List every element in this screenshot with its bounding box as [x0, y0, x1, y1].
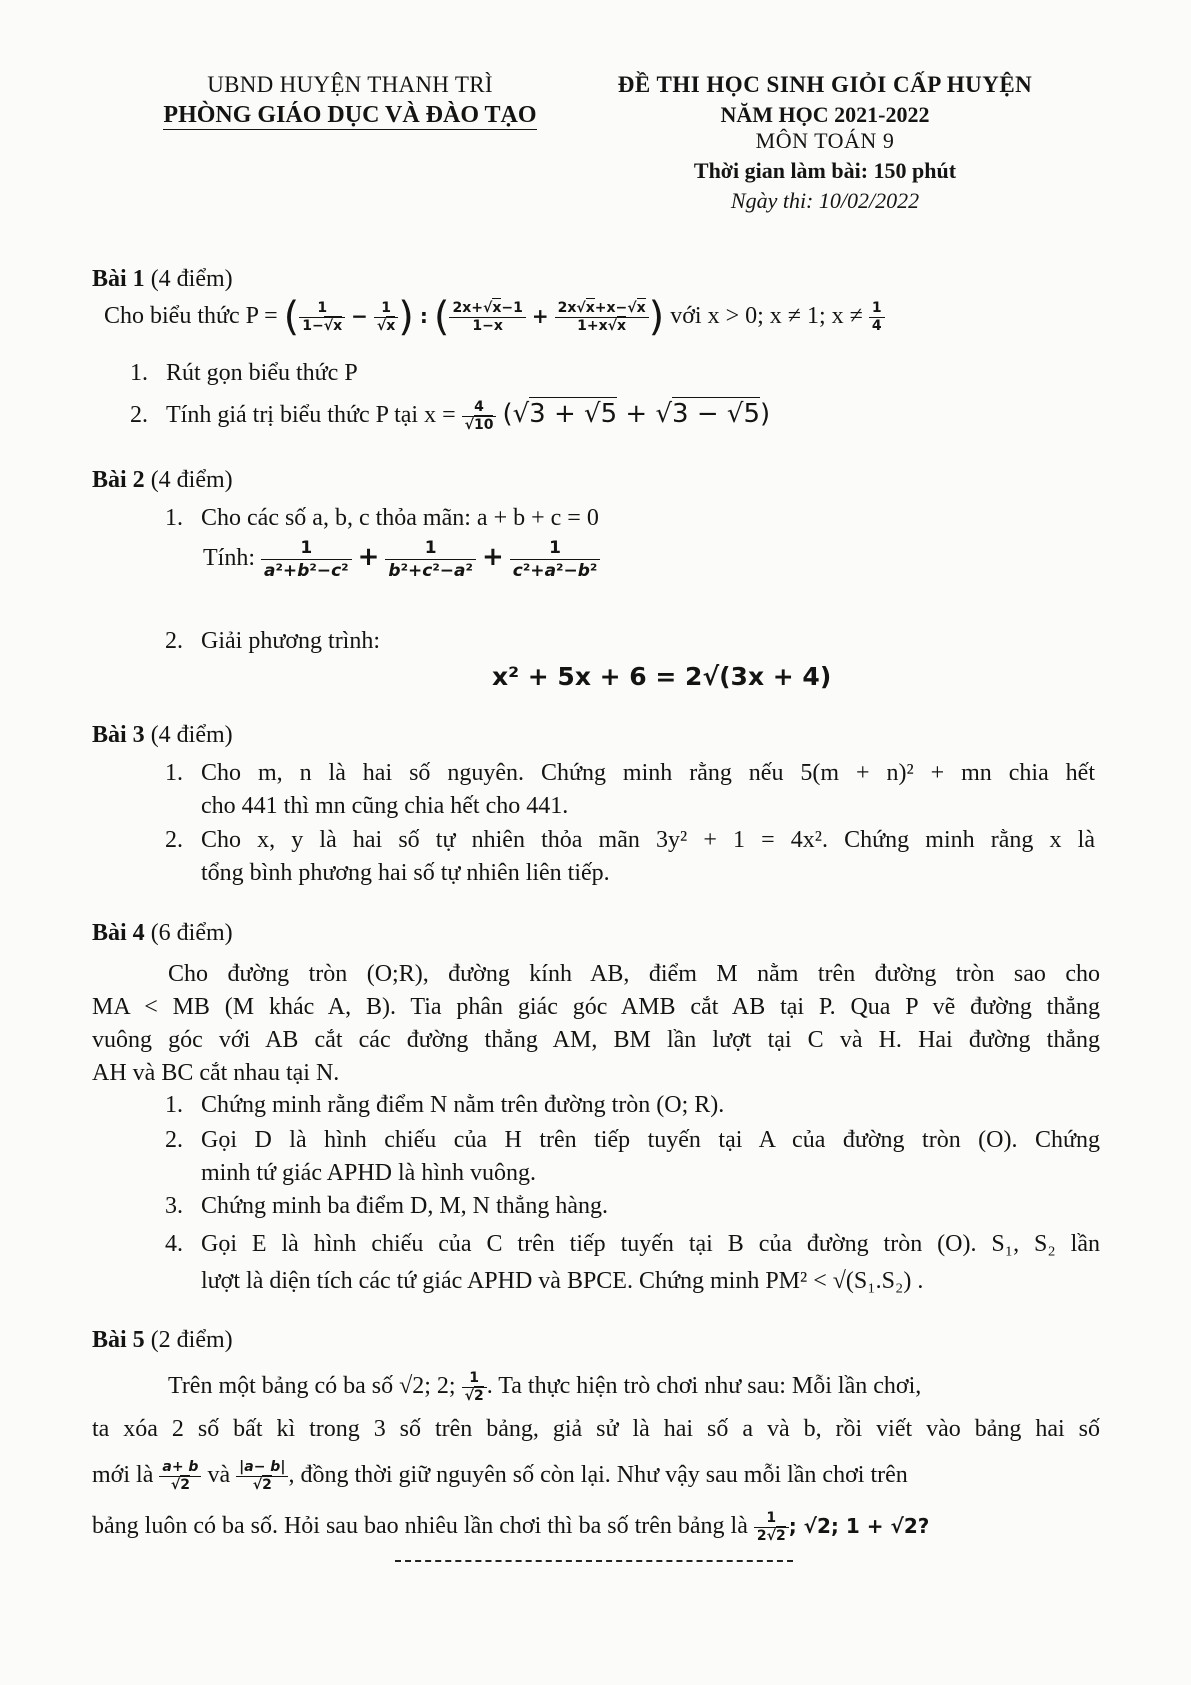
bai4-item3: 3. Chứng minh ba điểm D, M, N thẳng hàng. — [165, 1193, 608, 1219]
bai4-item2: 2. Gọi D là hình chiếu của H trên tiếp tuyến tại A của đường tròn (O). Chứng minh tứ giác APHD là hình vuông. — [165, 1124, 1100, 1190]
bai4-item2-line2: minh tứ giác APHD là hình vuông. — [201, 1160, 536, 1186]
bai4-item2-line1: Gọi D là hình chiếu của H trên tiếp tuyến tại A của đường tròn (O). Chứng — [201, 1127, 1100, 1153]
bai5-l4a: bảng luôn có ba số. Hỏi sau bao nhiêu lần chơi thì ba số trên bảng là — [92, 1513, 748, 1539]
bai4-line1: Cho đường tròn (O;R), đường kính AB, điểm M nằm trên đường tròn sao cho — [168, 961, 1100, 987]
frac-1-sqrt2: $\frac{1}{√2}$ — [462, 1370, 487, 1405]
bai2-item1-text: Cho các số a, b, c thỏa mãn: a + b + c = 0 — [201, 505, 599, 531]
frac-abc-1: $\frac{1}{\text{a²+b²−c²}}$ — [261, 537, 352, 582]
exam-date: Ngày thi: 10/02/2022 — [730, 188, 920, 213]
department-name: UBND HUYỆN THANH TRÌ — [207, 72, 493, 97]
bai4-item4-line1: Gọi E là hình chiếu của C trên tiếp tuyến tại B của đường tròn (O). S₁, S₂ lần — [201, 1231, 1100, 1257]
bai4-line3: vuông góc với AB cắt các đường thẳng AM, BM lần lượt tại C và H. Hai đường thẳng — [92, 1027, 1100, 1053]
bai1-item2-text: Tính giá trị biểu thức P tại x = — [166, 402, 456, 428]
bai4-line2: MA < MB (M khác A, B). Tia phân giác góc AMB cắt AB tại P. Qua P vẽ đường thẳng — [92, 994, 1100, 1020]
bai4-item1-text: Chứng minh rằng điểm N nằm trên đường tròn (O; R). — [201, 1092, 725, 1118]
frac-2: $\frac{1}{√x}$ — [374, 300, 398, 335]
bai3-title: Bài 3 — [92, 722, 145, 748]
subject: MÔN TOÁN 9 — [755, 128, 895, 153]
bai2-item1: 1. Cho các số a, b, c thỏa mãn: a + b + c = 0 — [165, 505, 599, 531]
bai2-equation: x² + 5x + 6 = 2√(3x + 4) — [492, 662, 832, 691]
bai5-points: (2 điểm) — [150, 1327, 233, 1353]
bai2-item2-text: Giải phương trình: — [201, 628, 381, 654]
bai4-item3-text: Chứng minh ba điểm D, M, N thẳng hàng. — [201, 1193, 608, 1219]
frac-1: $\frac{1}{1-√x}$ — [299, 300, 345, 335]
bai2-heading — [92, 467, 233, 494]
time-limit: Thời gian làm bài: 150 phút — [693, 158, 957, 183]
frac-abc-2: $\frac{1}{\text{b²+c²−a²}}$ — [385, 537, 476, 582]
bai3-item1-line1: Cho m, n là hai số nguyên. Chứng minh rằng nếu 5(m + n)² + mn chia hết — [201, 760, 1095, 786]
frac-abc-3: $\frac{1}{\text{c²+a²−b²}}$ — [510, 537, 601, 582]
frac-a-plus-b: $\frac{a+ b}{√2}$ — [159, 1459, 201, 1494]
bai4-heading — [92, 920, 233, 947]
bai3-points: (4 điểm) — [150, 722, 233, 748]
bai2-calc: Tính: $\frac{1}{\text{a²+b²−c²}}$ + $\frac{1}{\text{b²+c²−a²}}$ + $\frac{1}{\text{c²+a²−b²}}$ — [203, 537, 600, 582]
bai5-l4b: ; √2; 1 + √2? — [788, 1514, 930, 1538]
bai5-line4 — [92, 1501, 1100, 1551]
end-separator — [395, 1560, 793, 1562]
bai1-intro: Cho biểu thức P = — [104, 303, 278, 330]
bai1-item1: 1. Rút gọn biểu thức P — [130, 360, 358, 386]
bai2-item2: 2. Giải phương trình: — [165, 628, 381, 654]
bai4-item4-line2: lượt là diện tích các tứ giác APHD và BPCE. Chứng minh PM² < √(S₁.S₂) . — [201, 1268, 924, 1294]
bai4-title: Bài 4 — [92, 920, 145, 946]
bai2-points: (4 điểm) — [150, 467, 233, 493]
bai1-expression: Cho biểu thức P = ( $\frac{1}{1-√x}$ − $\frac{1}{√x}$ ) : ( $\frac{2x+√x-1}{1-x}$ + $\frac{2x√x+x-√x}{1+x√x}$ ) với x > 0; x ≠ 1; x ≠ $\frac{1}{4}$ — [104, 300, 1084, 335]
bai5-heading — [92, 1327, 233, 1354]
bai4-item4: 4. Gọi E là hình chiếu của C trên tiếp tuyến tại B của đường tròn (O). S₁, S₂ lần lượt là diện tích các tứ giác APHD và BPCE. Chứng minh PM² < √(S₁.S₂) . — [165, 1228, 1100, 1298]
bai5-line2: ta xóa 2 số bất kì trong 3 số trên bảng, giả sử là hai số a và b, rồi viết vào bảng hai số — [92, 1416, 1100, 1442]
bai1-title: Bài 1 — [92, 266, 145, 292]
bai3-item2-line2: tổng bình phương hai số tự nhiên liên tiếp. — [201, 860, 610, 886]
bai5-l3c: , đồng thời giữ nguyên số còn lại. Như vậy sau mỗi lần chơi trên — [288, 1462, 908, 1488]
frac-abs-a-minus-b: $\frac{|a- b|}{√2}$ — [236, 1459, 288, 1494]
bai1-item2: 2. Tính giá trị biểu thức P tại x = $\frac{4}{√10}$ (√3 + √5 + √3 − √5) — [130, 398, 771, 433]
frac-4: $\frac{2x√x+x-√x}{1+x√x}$ — [555, 300, 649, 335]
office-name — [120, 102, 580, 129]
bai5-line1 — [92, 1363, 1100, 1409]
bai2-title: Bài 2 — [92, 467, 145, 493]
bai3-item2: 2. Cho x, y là hai số tự nhiên thỏa mãn 3y² + 1 = 4x². Chứng minh rằng x là tổng bình phương hai số tự nhiên liên tiếp. — [165, 824, 1095, 890]
exam-title: ĐỀ THI HỌC SINH GIỎI CẤP HUYỆN — [617, 72, 1033, 97]
bai2-calc-label: Tính: — [203, 545, 255, 572]
bai5-title: Bài 5 — [92, 1327, 145, 1353]
bai1-points: (4 điểm) — [150, 266, 233, 292]
bai5-l1a: Trên một bảng có ba số √2; 2; — [168, 1373, 456, 1399]
bai4-points: (6 điểm) — [150, 920, 233, 946]
bai5-l3a: mới là — [92, 1462, 154, 1488]
bai1-item1-text: Rút gọn biểu thức P — [166, 360, 358, 386]
bai5-l3b: và — [207, 1462, 231, 1488]
office-name-text: PHÒNG GIÁO DỤC VÀ ĐÀO TẠO — [163, 102, 537, 128]
bai3-item1-line2: cho 441 thì mn cũng chia hết cho 441. — [201, 793, 569, 819]
frac-3: $\frac{2x+√x-1}{1-x}$ — [449, 300, 525, 335]
school-year: NĂM HỌC 2021-2022 — [720, 102, 930, 127]
bai4-item1: 1. Chứng minh rằng điểm N nằm trên đường tròn (O; R). — [165, 1092, 725, 1118]
bai3-item2-line1: Cho x, y là hai số tự nhiên thỏa mãn 3y² + 1 = 4x². Chứng minh rằng x là — [201, 827, 1095, 853]
bai5-line3 — [92, 1449, 1100, 1501]
frac-4-sqrt10: $\frac{4}{√10}$ — [462, 399, 497, 434]
bai1-condition: với x > 0; x ≠ 1; x ≠ — [670, 303, 863, 330]
bai3-item1: 1. Cho m, n là hai số nguyên. Chứng minh rằng nếu 5(m + n)² + mn chia hết cho 441 thì mn cũng chia hết cho 441. — [165, 757, 1095, 823]
bai4-line4: AH và BC cắt nhau tại N. — [92, 1060, 340, 1086]
bai5-l1b: . Ta thực hiện trò chơi như sau: Mỗi lần chơi, — [486, 1373, 922, 1399]
bai3-heading — [92, 722, 233, 749]
frac-1-2sqrt2: $\frac{1}{2√2}$ — [754, 1510, 789, 1545]
frac-quarter: $\frac{1}{4}$ — [869, 300, 885, 335]
bai4-paragraph — [92, 958, 1100, 1090]
bai5-paragraph — [92, 1363, 1100, 1551]
bai1-heading — [92, 266, 233, 293]
